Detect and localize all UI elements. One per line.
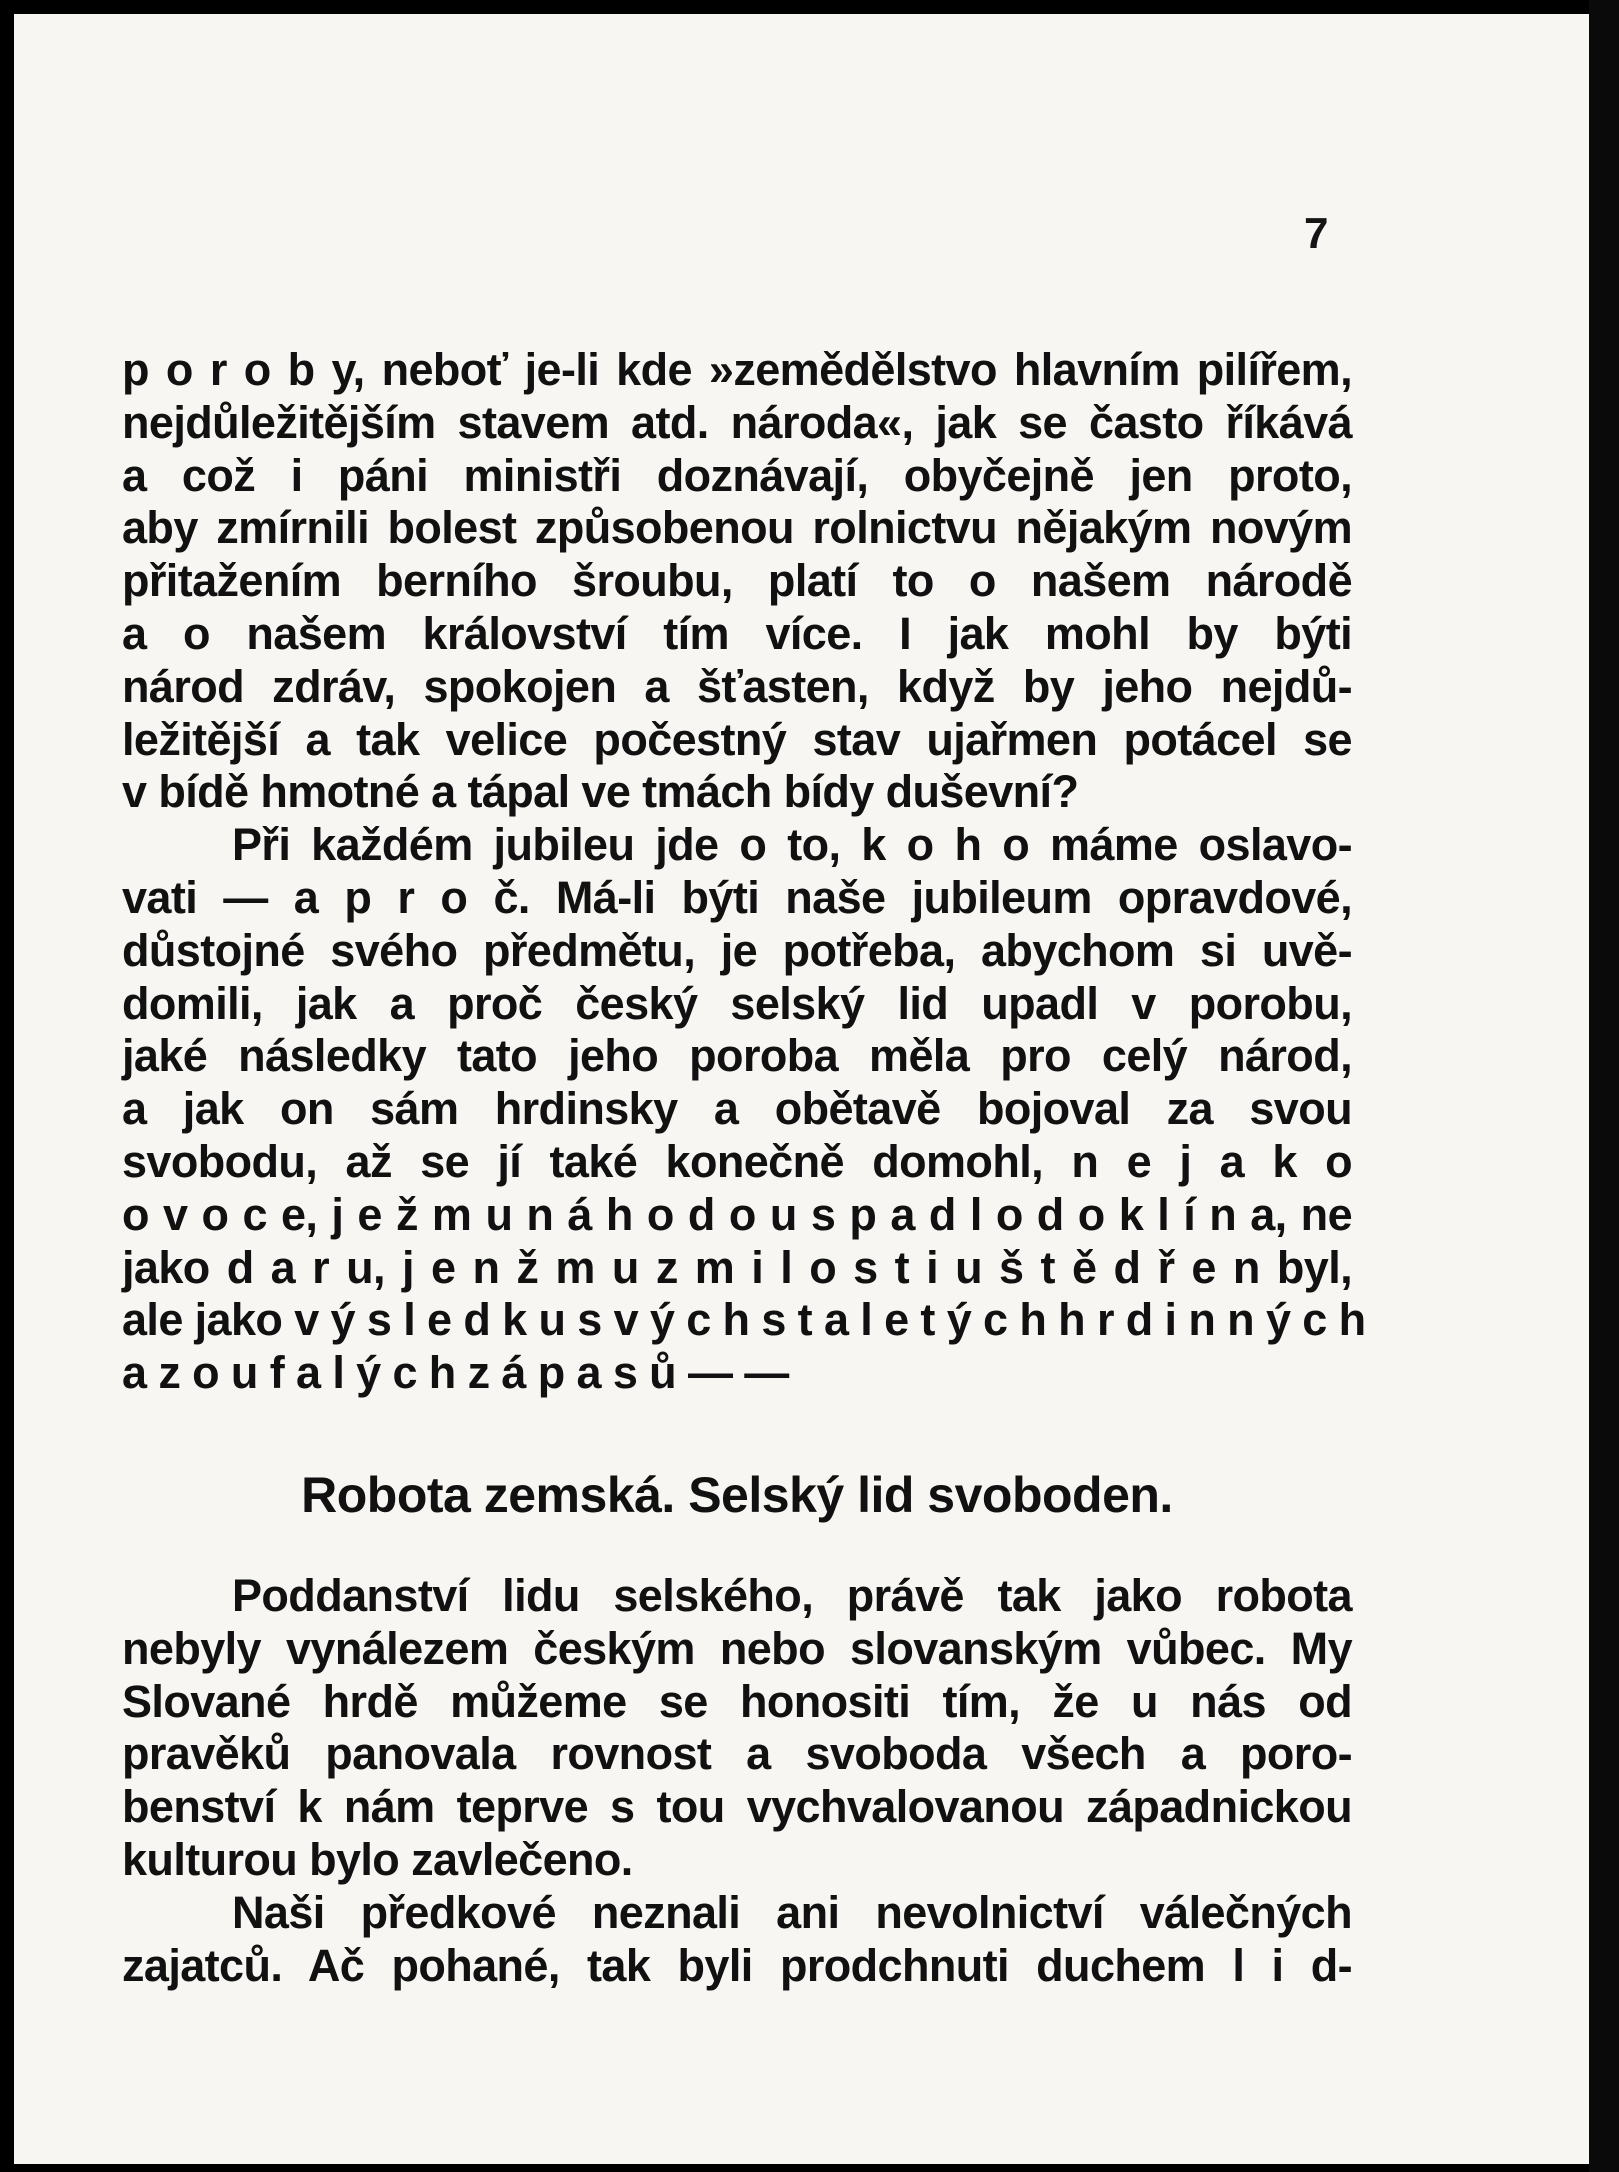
text-line: důstojné svého předmětu, je potřeba, abychom si uvě- — [122, 924, 1352, 976]
text-line: Slované hrdě můžeme se honositi tím, že u nás od — [122, 1675, 1352, 1727]
text-line: p o r o b y, neboť je-li kde »zemědělstvo hlavním pilířem, — [122, 344, 1352, 395]
text-line: zajatců. Ač pohané, tak byli prodchnuti duchem l i d- — [122, 1939, 1352, 1991]
text-line: v bídě hmotné a tápal ve tmách bídy duševní? — [122, 766, 1079, 818]
text-line: benství k nám teprve s tou vychvalovanou západnickou — [122, 1781, 1352, 1833]
text-line: a z o u f a l ý c h z á p a s ů — — — [122, 1347, 789, 1399]
scan-edge-left — [0, 0, 14, 2172]
body-text-top — [122, 344, 1366, 1400]
text-line: jako d a r u, j e n ž m u z m i l o s t i u š t ě d ř e n byl, — [122, 1241, 1352, 1293]
text-line: nejdůležitějším stavem atd. národa«, jak se často říkává — [122, 396, 1352, 448]
text-line: Poddanství lidu selského, právě tak jako robota — [232, 1570, 1352, 1621]
text-line: o v o c e, j e ž m u n á h o d o u s p a d l o d o k l í n a, ne — [122, 1188, 1352, 1240]
text-line: domili, jak a proč český selský lid upadl v porobu, — [122, 977, 1352, 1029]
text-line: Naši předkové neznali ani nevolnictví válečných — [232, 1886, 1352, 1938]
text-line: pravěků panovala rovnost a svoboda všech a poro- — [122, 1728, 1352, 1780]
page-number: 7 — [1304, 209, 1329, 258]
text-line: Při každém jubileu jde o to, k o h o máme oslavo- — [232, 819, 1352, 871]
text-line: kulturou bylo zavlečeno. — [122, 1833, 633, 1885]
text-line: nebyly vynálezem českým nebo slovanským vůbec. My — [122, 1622, 1352, 1674]
text-line: jaké následky tato jeho poroba měla pro celý národ, — [122, 1030, 1352, 1082]
text-line: vati — a p r o č. Má-li býti naše jubileum opravdové, — [122, 871, 1352, 923]
body-text-bottom — [122, 1570, 1352, 1992]
text-line: ale jako v ý s l e d k u s v ý c h s t a l e t ý c h h r d i n n ý c h — [122, 1294, 1366, 1346]
text-line: aby zmírnili bolest způsobenou rolnictvu nějakým novým — [122, 502, 1352, 554]
text-line: a což i páni ministři doznávají, obyčejně jen proto, — [122, 449, 1352, 501]
text-line: a o našem království tím více. I jak mohl by býti — [122, 607, 1352, 659]
text-line: a jak on sám hrdinsky a obětavě bojoval za svou — [122, 1083, 1352, 1135]
text-line: národ zdráv, spokojen a šťasten, když by jeho nejdů- — [122, 660, 1352, 712]
text-line: ležitější a tak velice počestný stav ujařmen potácel se — [122, 713, 1352, 765]
text-line: přitažením berního šroubu, platí to o našem národě — [122, 555, 1352, 607]
text-line: svobodu, až se jí také konečně domohl, n e j a k o — [122, 1135, 1352, 1187]
book-page — [14, 14, 1589, 2164]
section-heading: Robota zemská. Selský lid svoboden. — [301, 1467, 1173, 1523]
scan-edge-right — [1589, 0, 1619, 2172]
